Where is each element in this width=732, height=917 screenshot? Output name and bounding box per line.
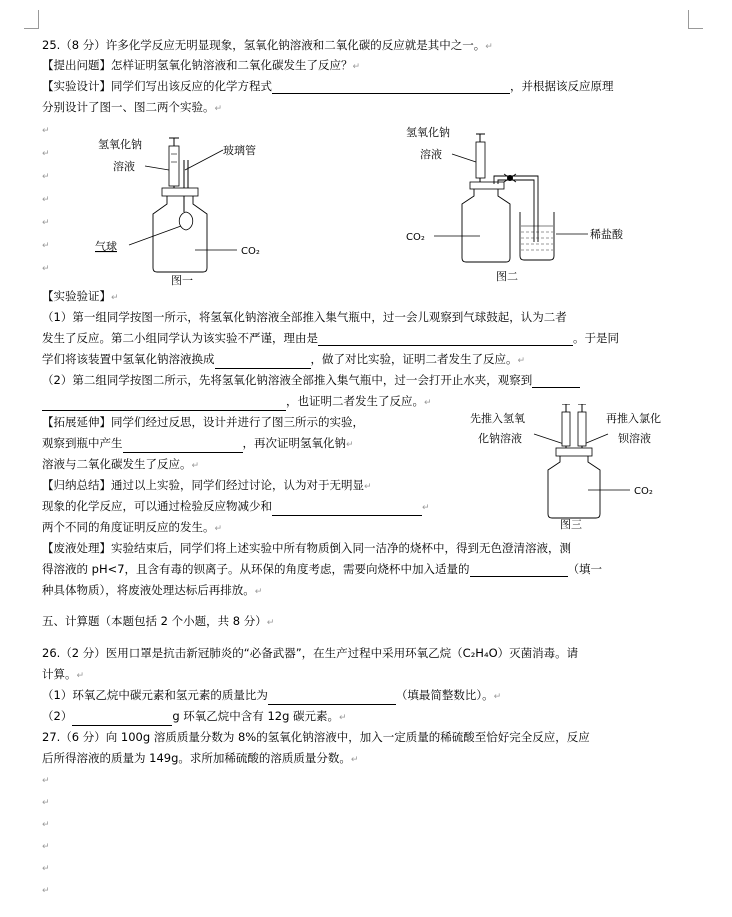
fig1-co2-label: CO₂ [241,246,260,257]
para-mark: ↵ [42,195,50,205]
blank-phenomenon[interactable] [123,440,243,453]
gas-bottle-icon [548,456,600,518]
crop-mark-top-left [24,10,39,29]
fig2-co2-label: CO₂ [406,232,425,243]
syringe-icon [578,412,586,446]
fig1-tube-label: 玻璃管 [223,144,256,157]
para-mark: ↵ [42,172,50,182]
gas-bottle-icon [153,196,207,272]
balloon-icon [179,212,193,230]
q25-question: 【提出问题】怎样证明氢氧化钠溶液和二氧化碳发生了反应？↵ [42,58,361,72]
q25-p1-line2: 发生了反应。第二小组同学认为该实验不严谨，理由是 。于是同 [42,331,619,345]
para-mark: ↵ [42,776,50,786]
q25-waste-line1: 【废液处理】实验结束后，同学们将上述实验中所有物质倒入同一洁净的烧杯中，得到无色澄清溶液，测 [42,541,571,555]
section-5-title: 五、计算题（本题包括 2 个小题，共 8 分）↵ [42,614,275,628]
para-mark: ↵ [42,126,50,136]
q25-intro: 25.（8 分）许多化学反应无明显现象，氢氧化钠溶液和二氧化碳的反应就是其中之一。↵ [42,38,493,52]
q25-p2-line1: （2）第二组同学按图二所示，先将氢氧化钠溶液全部推入集气瓶中，过一会打开止水夹，观察到 [42,373,580,388]
q25-ext-line2: 观察到瓶中产生 ，再次证明氢氧化钠↵ [42,436,354,453]
para-mark: ↵ [42,864,50,874]
blank-mass[interactable] [72,713,172,726]
q25-sum-line1: 【归纳总结】通过以上实验，同学们经过讨论，认为对于无明显↵ [42,478,372,492]
q25-design: 【实验设计】同学们写出该反应的化学方程式 ，并根据该反应原理 [42,79,614,93]
fig1-naoh-label-2: 溶液 [113,160,135,173]
q26-intro: 26.（2 分）医用口罩是抗击新冠肺炎的“必备武器”，在生产过程中采用环氧乙烷（C₂H₄O）灭菌消毒。请 [42,646,579,660]
para-mark: ↵ [42,264,50,274]
blank-mass-ratio[interactable] [268,692,396,705]
figure-3-diagram [468,404,703,532]
q25-sum-line3: 两个不同的角度证明反应的发生。↵ [42,520,223,534]
q26-sub2: （2） g 环氧乙烷中含有 12g 碳元素。↵ [42,709,347,726]
q25-ext-line3: 溶液与二氧化碳发生了反应。↵ [42,457,200,471]
q26-intro-2: 计算。↵ [42,667,85,681]
fig2-acid-label: 稀盐酸 [590,228,623,241]
fig1-naoh-label: 氢氧化钠 [98,138,142,151]
q27-line1: 27.（6 分）向 100g 溶质质量分数为 8%的氢氧化钠溶液中，加入一定质量的稀硫酸至恰好完全反应，反应 [42,730,590,744]
para-mark: ↵ [42,886,50,896]
para-mark: ↵ [42,798,50,808]
blank-reason[interactable] [318,333,573,346]
blank-product[interactable] [272,503,422,516]
q25-p1-line3: 学们将该装置中氢氧化钠溶液换成 ，做了对比实验，证明二者发生了反应。↵ [42,352,525,369]
fig3-co2-label: CO₂ [634,486,653,497]
q25-waste-line2: 得溶液的 pH<7，且含有毒的钡离子。从环保的角度考虑，需要向烧杯中加入适量的 （填一 [42,562,603,576]
stopper-icon [162,188,198,196]
figure-2-diagram [400,122,640,287]
fig1-caption: 图一 [171,274,193,287]
q25-p2-line2: ，也证明二者发生了反应。↵ [42,394,432,411]
q25-verify-title: 【实验验证】↵ [42,289,119,303]
fig1-balloon-label: 气球 [95,240,117,253]
fig2-caption: 图二 [496,270,518,283]
blank-replacement[interactable] [215,356,311,369]
q27-line2: 后所得溶液的质量为 149g。求所加稀硫酸的溶质质量分数。↵ [42,751,359,765]
blank-observation[interactable] [42,398,286,411]
blank-substance[interactable] [470,564,568,577]
fig3-then-label: 再推入氯化 [606,412,661,425]
para-mark: ↵ [42,149,50,159]
gas-bottle-icon [462,189,510,262]
para-mark: ↵ [42,820,50,830]
q25-design-cont: 分别设计了图一、图二两个实验。↵ [42,100,223,114]
beaker-icon [520,212,554,260]
para-mark: ↵ [42,218,50,228]
fig3-then-label-2: 钡溶液 [618,432,651,445]
fig2-naoh-label-2: 溶液 [420,148,442,161]
fig3-caption: 图三 [560,518,582,531]
fig3-first-label-2: 化钠溶液 [478,432,522,445]
blank-observation-start[interactable] [532,375,580,388]
q25-ext-line1: 【拓展延伸】同学们经过反思，设计并进行了图三所示的实验， [42,415,364,429]
q25-sum-line2: 现象的化学反应，可以通过检验反应物减少和 ↵ [42,499,430,516]
blank-equation[interactable] [272,81,510,94]
syringe-icon [169,146,179,186]
para-mark: ↵ [42,842,50,852]
para-mark: ↵ [42,241,50,251]
fig3-first-label: 先推入氢氧 [470,412,525,425]
q25-p1-line1: （1）第一组同学按图一所示，将氢氧化钠溶液全部推入集气瓶中，过一会儿观察到气球鼓起，认为二者 [42,310,567,324]
figure-1-diagram [85,130,295,290]
syringe-icon [562,412,570,446]
q26-sub1: （1）环氧乙烷中碳元素和氢元素的质量比为 （填最简整数比）。↵ [42,688,501,705]
q25-waste-line3: 种具体物质），将废液处理达标后再排放。↵ [42,583,263,597]
crop-mark-top-right [688,10,703,29]
syringe-icon [476,142,485,178]
fig2-naoh-label: 氢氧化钠 [406,126,450,139]
